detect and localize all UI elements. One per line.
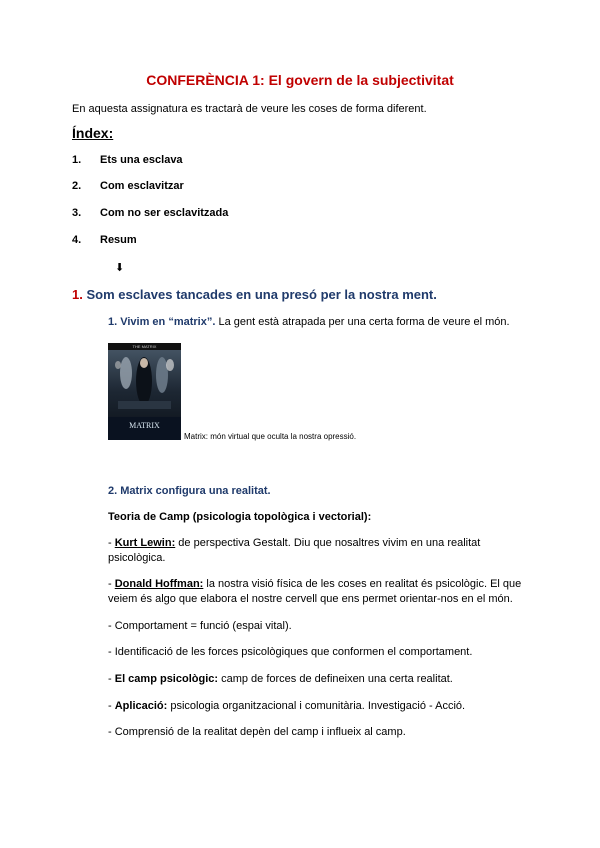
index-number: 2. bbox=[72, 180, 82, 192]
section-1-number: 1. bbox=[72, 287, 83, 302]
bullet-identificacio: - Identificació de les forces psicològiques que conformen el comportament. bbox=[108, 646, 473, 658]
subsection-2-heading: 2. Matrix configura una realitat. bbox=[108, 485, 271, 497]
bullet-comportament: - Comportament = funció (espai vital). bbox=[108, 620, 292, 632]
bullet-aplicacio-text: psicologia organitzacional i comunitària. Investigació - Acció. bbox=[167, 700, 466, 712]
page-title: CONFERÈNCIA 1: El govern de la subjectivitat bbox=[146, 72, 454, 88]
theory-heading: Teoria de Camp (psicologia topològica i vectorial): bbox=[108, 511, 372, 523]
intro-text: En aquesta assignatura es tractarà de veure les coses de forma diferent. bbox=[72, 103, 427, 115]
section-1-heading bbox=[72, 287, 437, 302]
index-heading: Índex: bbox=[72, 125, 114, 141]
index-number: 3. bbox=[72, 207, 82, 219]
bullet-dash: - bbox=[108, 700, 115, 712]
bullet-dash: - bbox=[108, 537, 115, 549]
bullet-dash: - bbox=[108, 578, 115, 590]
bullet-camp bbox=[108, 672, 453, 687]
index-item: Com esclavitzar bbox=[100, 180, 184, 192]
bullet-hoffman-name: Donald Hoffman: bbox=[114, 578, 204, 590]
index-item: Com no ser esclavitzada bbox=[100, 207, 229, 219]
bullet-comprensio: - Comprensió de la realitat depèn del camp i influeix al camp. bbox=[108, 726, 406, 738]
bullet-camp-name: El camp psicològic: bbox=[114, 673, 219, 685]
poster-top-text: THE MATRIX bbox=[132, 344, 157, 349]
down-arrow-icon: ⬇ bbox=[115, 262, 125, 274]
bullet-dash: - bbox=[108, 673, 115, 685]
poster-caption: Matrix: món virtual que oculta la nostra opressió. bbox=[184, 432, 357, 441]
index-item: Resum bbox=[100, 234, 137, 246]
bullet-aplicacio bbox=[108, 699, 465, 714]
matrix-poster-image bbox=[108, 343, 181, 440]
index-number: 1. bbox=[72, 154, 82, 166]
poster-logo: MATRIX bbox=[129, 421, 160, 430]
index-item: Ets una esclava bbox=[100, 154, 183, 166]
index-number: 4. bbox=[72, 234, 82, 246]
bullet-camp-text: camp de forces de defineixen una certa realitat. bbox=[218, 673, 453, 685]
bullet-lewin-name: Kurt Lewin: bbox=[114, 537, 176, 549]
bullet-hoffman-text: la nostra visió física de les coses en realitat és psicològic. El que veiem és algo que elabora el nostre cervell que ens permet orientar-nos en el món. bbox=[108, 578, 522, 605]
bullet-lewin bbox=[108, 536, 523, 566]
subsection-1 bbox=[108, 315, 510, 330]
subsection-1-heading: 1. Vivim en “matrix”. bbox=[108, 316, 216, 328]
bullet-lewin-text: de perspectiva Gestalt. Diu que nosaltres vivim en una realitat psicològica. bbox=[108, 537, 481, 564]
bullet-aplicacio-name: Aplicació: bbox=[114, 700, 168, 712]
subsection-1-text: La gent està atrapada per una certa forma de veure el món. bbox=[215, 316, 510, 328]
section-1-title: Som esclaves tancades en una presó per la nostra ment. bbox=[82, 287, 437, 302]
bullet-hoffman bbox=[108, 577, 523, 607]
